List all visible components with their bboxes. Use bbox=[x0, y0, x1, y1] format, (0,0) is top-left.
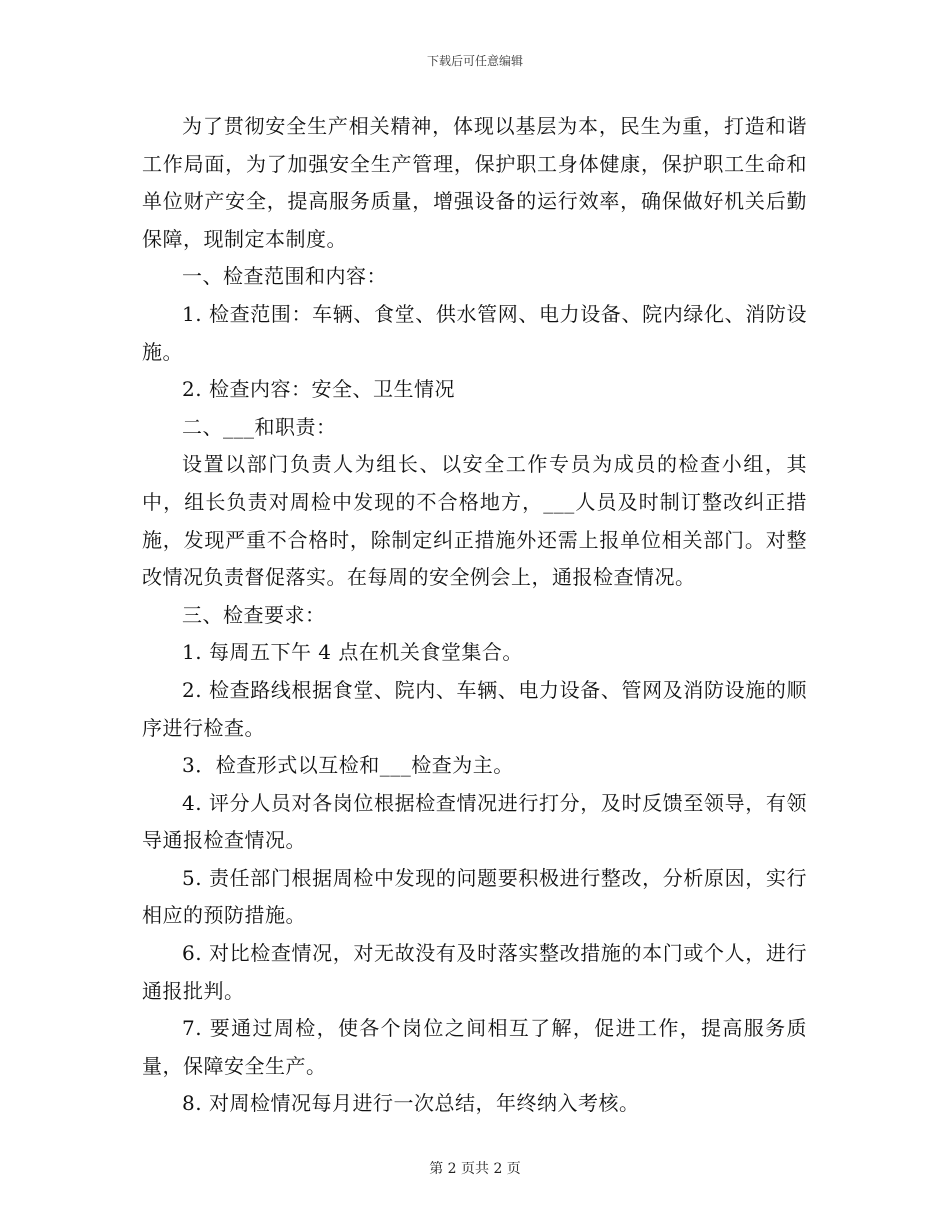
list-item: 7. 要通过周检，使各个岗位之间相互了解，促进工作，提高服务质量，保障安全生产。 bbox=[142, 1016, 807, 1078]
list-item: 2. 检查内容：安全、卫生情况 bbox=[182, 377, 455, 402]
list-item: 6. 对比检查情况，对无故没有及时落实整改措施的本门或个人，进行通报批判。 bbox=[142, 941, 807, 1003]
list-item: 4. 评分人员对各岗位根据检查情况进行打分，及时反馈至领导，有领导通报检查情况。 bbox=[142, 790, 807, 853]
section-heading-duties: 二、___和职责： bbox=[182, 414, 337, 439]
list-item: 8. 对周检情况每月进行一次总结，年终纳入考核。 bbox=[182, 1091, 640, 1116]
section-heading-requirements: 三、检查要求： bbox=[182, 602, 326, 627]
page-header: 下载后可任意编辑 bbox=[426, 54, 523, 68]
intro-paragraph: 为了贯彻安全生产相关精神，体现以基层为本，民生为重，打造和谐工作局面，为了加强安全生产管理，保护职工身体健康，保护职工生命和单位财产安全，提高服务质量，增强设备的运行效率，确保做好机关后勤保障，现制定本制度。 bbox=[142, 114, 807, 251]
page-footer: 第 2 页共 2 页 bbox=[429, 1161, 521, 1177]
list-item: 3．检查形式以互检和___检查为主。 bbox=[182, 753, 514, 778]
document-body bbox=[142, 108, 807, 1123]
list-item: 2. 检查路线根据食堂、院内、车辆、电力设备、管网及消防设施的顺序进行检查。 bbox=[142, 677, 807, 740]
duties-paragraph: 设置以部门负责人为组长、以安全工作专员为成员的检查小组，其中，组长负责对周检中发现的不合格地方，___人员及时制订整改纠正措施，发现严重不合格时，除制定纠正措施外还需上报单位相关部门。对整改情况负责督促落实。在每周的安全例会上，通报检查情况。 bbox=[142, 452, 807, 590]
list-item: 5. 责任部门根据周检中发现的问题要积极进行整改，分析原因，实行相应的预防措施。 bbox=[142, 865, 807, 928]
list-item: 1. 每周五下午 4 点在机关食堂集合。 bbox=[182, 640, 523, 665]
section-heading-scope: 一、检查范围和内容： bbox=[182, 264, 387, 289]
list-item: 1. 检查范围：车辆、食堂、供水管网、电力设备、院内绿化、消防设施。 bbox=[142, 301, 807, 364]
